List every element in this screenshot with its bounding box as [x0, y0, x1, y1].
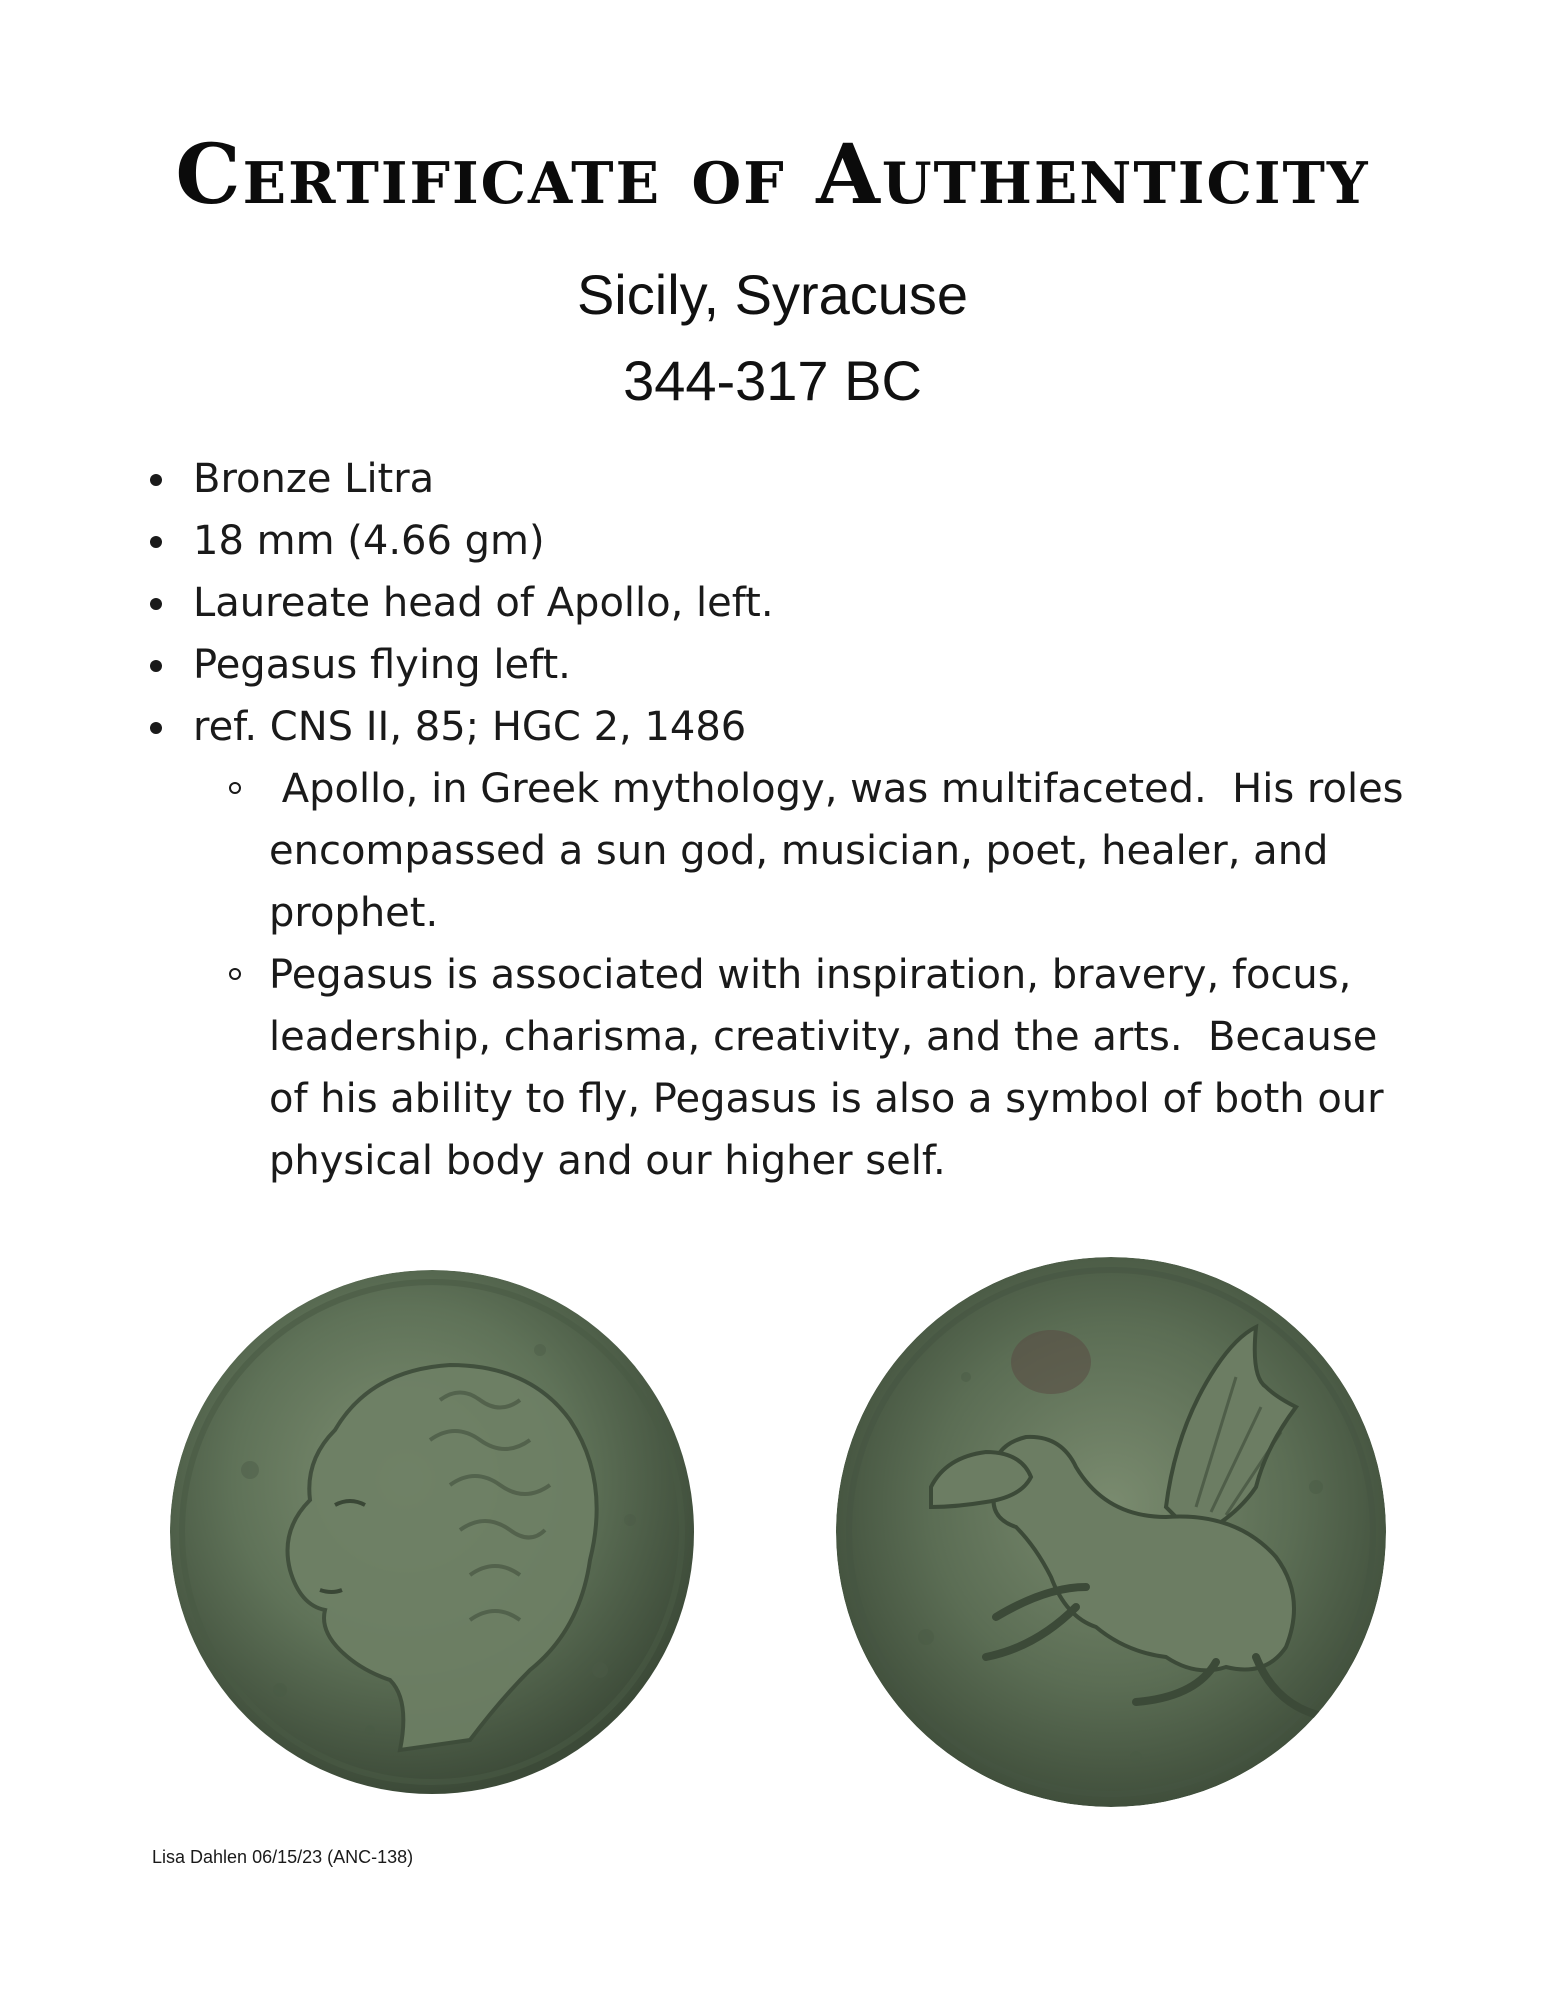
apollo-head-image [170, 1270, 695, 1795]
reference-text: ref. CNS II, 85; HGC 2, 1486 [193, 704, 747, 750]
detail-item-reference [150, 696, 1430, 1192]
pegasus-image [836, 1257, 1386, 1807]
detail-item-size-weight: 18 mm (4.66 gm) [150, 510, 1430, 572]
notes-sublist [193, 758, 1430, 1192]
date-subtitle: 344-317 BC [623, 349, 922, 412]
detail-item-denomination: Bronze Litra [150, 448, 1430, 510]
coin-details-list [150, 448, 1430, 1192]
coin-obverse-image [170, 1270, 695, 1795]
certificate-title: Certificate of Authenticity [175, 127, 1370, 223]
coin-reverse-image [836, 1257, 1386, 1807]
region-subtitle: Sicily, Syracuse [576, 263, 969, 326]
note-pegasus: Pegasus is associated with inspiration, bravery, focus, leadership, charisma, creativity, and the arts. Because of his ability to fly, Pegasus is also a symbol of both our physical body and our higher self. [269, 944, 1430, 1192]
note-apollo: Apollo, in Greek mythology, was multifaceted. His roles encompassed a sun god, musician, poet, healer, and prophet. [269, 758, 1430, 944]
detail-item-obverse: Laureate head of Apollo, left. [150, 572, 1430, 634]
detail-item-reverse: Pegasus flying left. [150, 634, 1430, 696]
footer-signature: Lisa Dahlen 06/15/23 (ANC-138) [152, 1847, 414, 1867]
